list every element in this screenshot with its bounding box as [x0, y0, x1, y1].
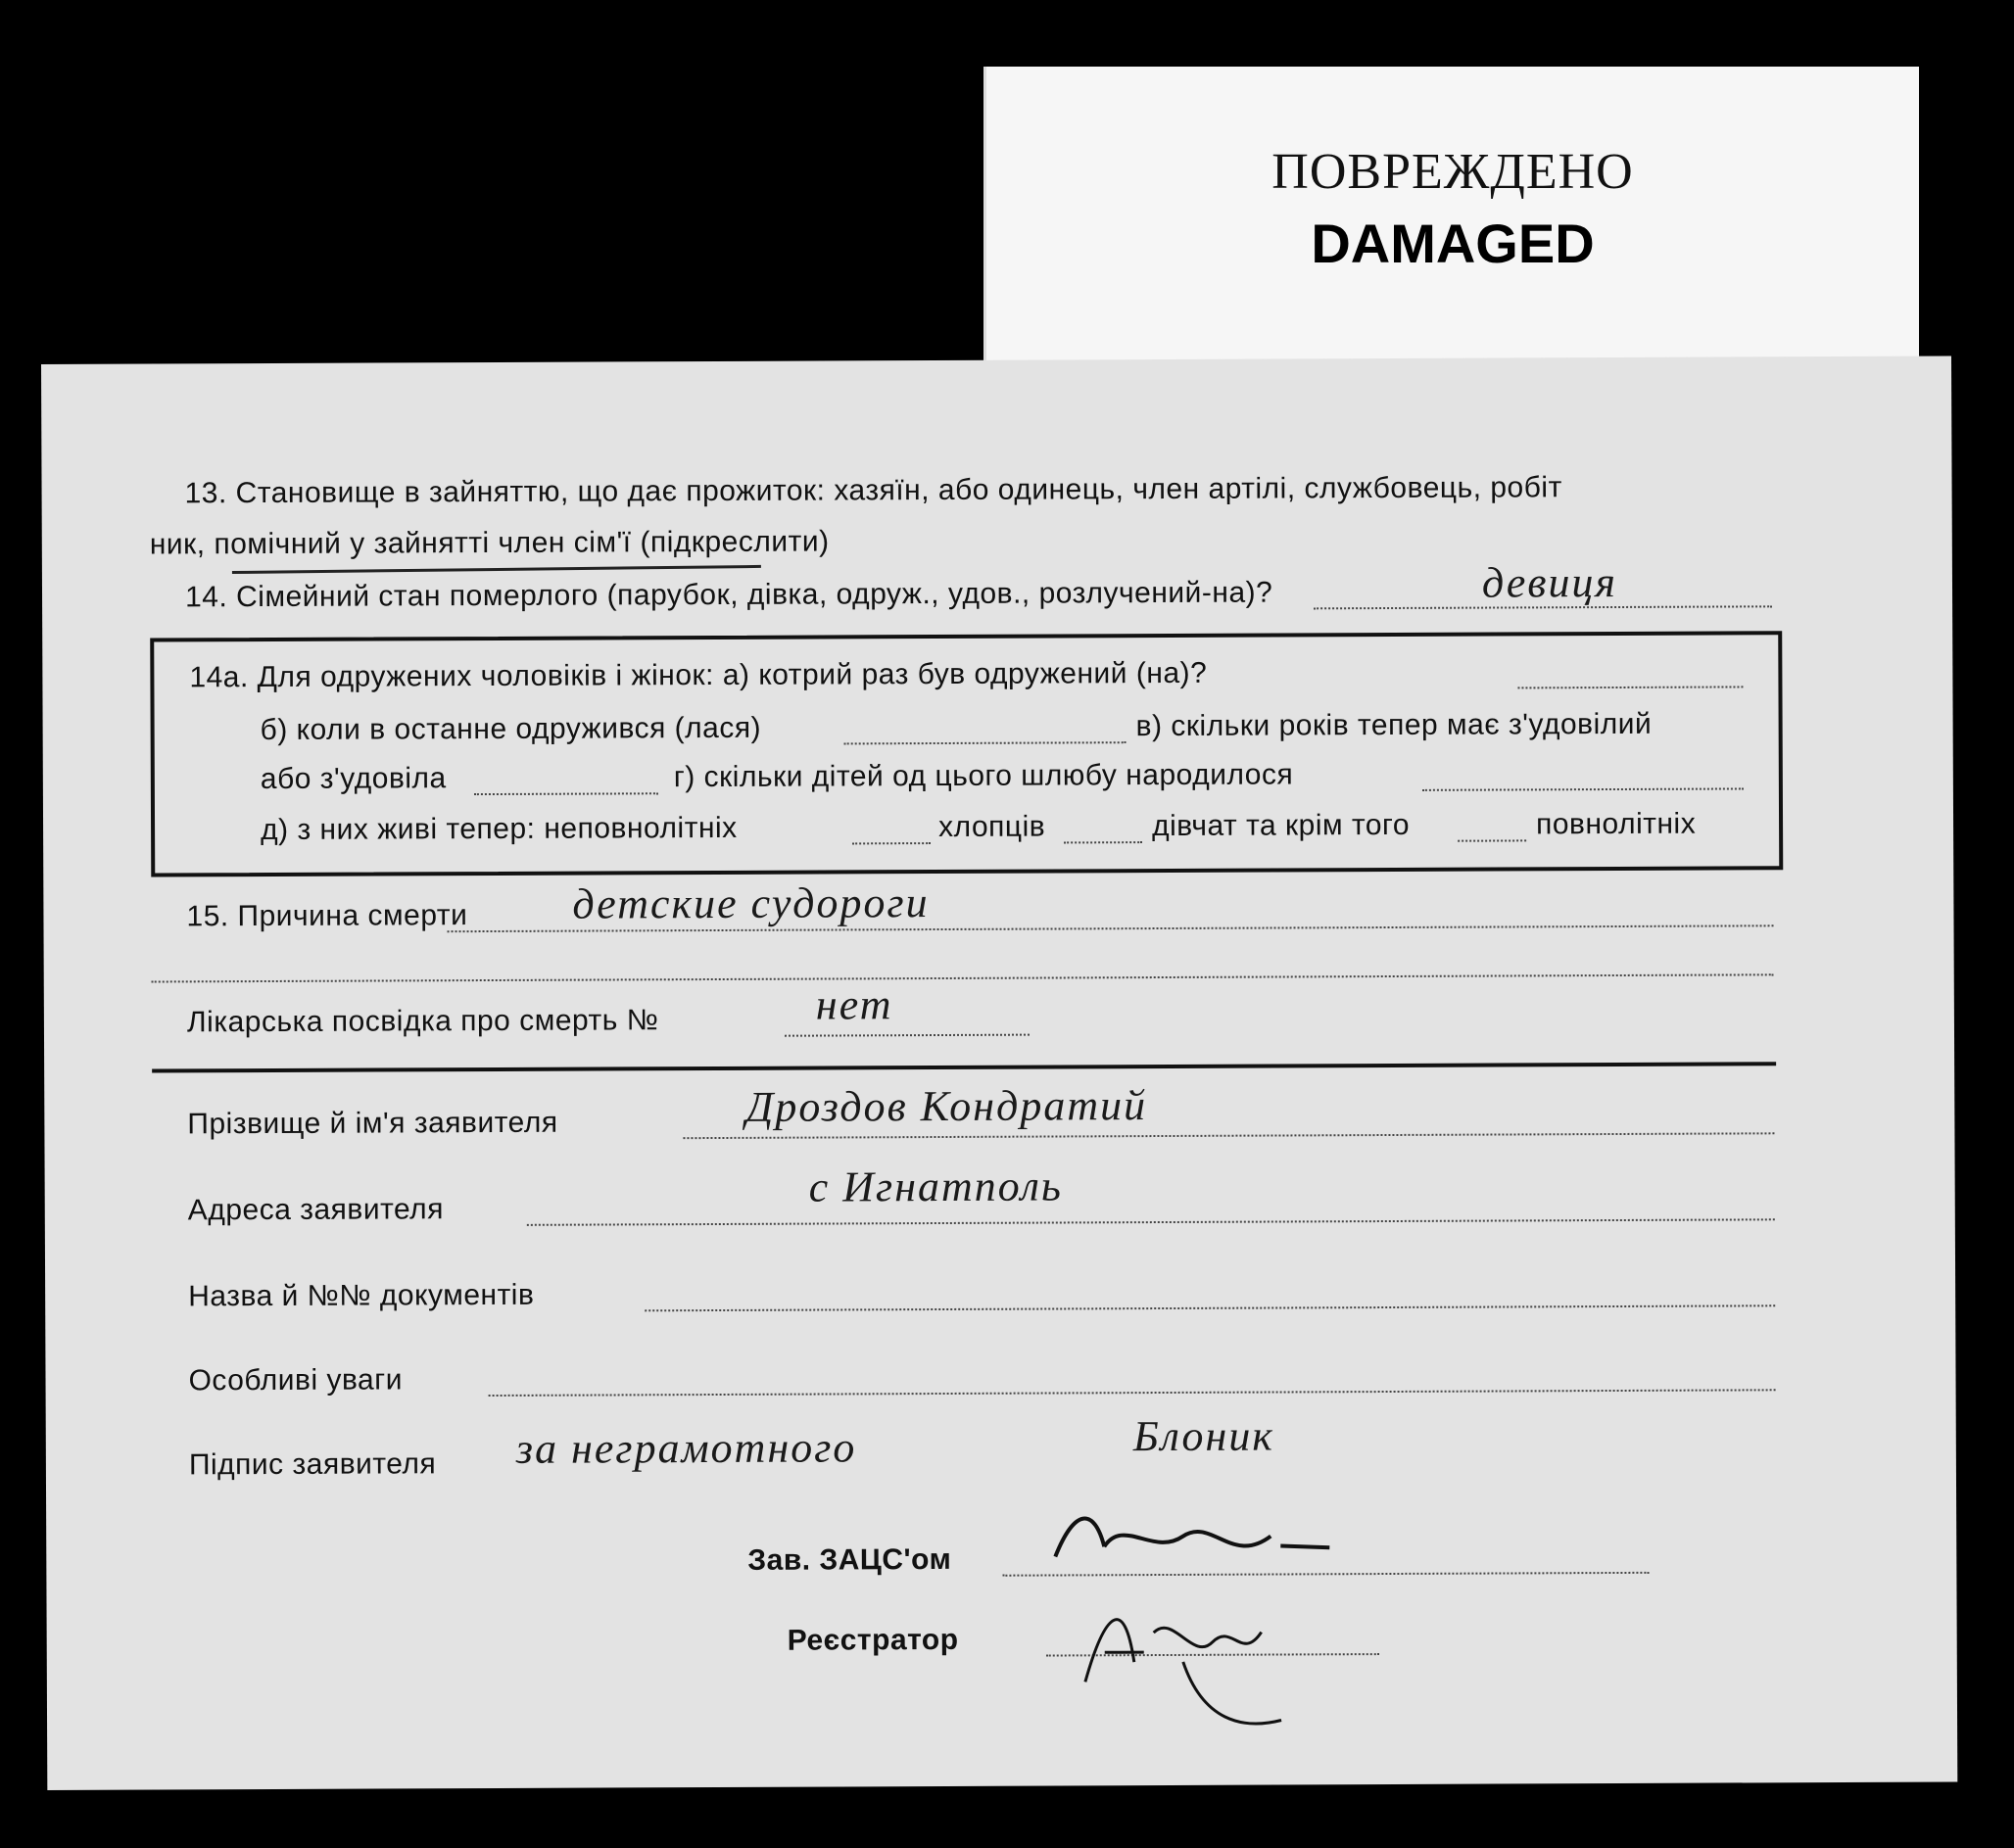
item14a-line3b-fill — [1422, 787, 1744, 790]
item14a-line4c-fill — [1458, 839, 1526, 841]
registrar-label: Реєстратор — [787, 1623, 959, 1657]
item15-label: 15. Причина смерти — [186, 899, 468, 933]
head-registry-label: Зав. ЗАЦС'ом — [747, 1542, 952, 1577]
damaged-label-ua: ПОВРЕЖДЕНО — [1271, 144, 1634, 200]
item14a-line4d: повнолітніх — [1535, 807, 1697, 841]
notes-label: Особливі уваги — [188, 1363, 403, 1398]
documents-label: Назва й №№ документів — [188, 1278, 535, 1313]
item14a-line2b: в) скільки років тепер має з'удовілий — [1135, 707, 1653, 743]
applicant-address-label: Адреса заявителя — [187, 1193, 444, 1227]
separator-dotted — [152, 973, 1774, 982]
separator-solid — [152, 1062, 1776, 1072]
applicant-name-handwritten: Дроздов Кондратий — [745, 1081, 1148, 1131]
item14a-line3a: або з'удовіла — [260, 762, 447, 796]
medical-certificate-handwritten: нет — [815, 980, 893, 1029]
applicant-signature-name: Блоник — [1132, 1411, 1274, 1461]
item13-line1: 13. Становище в зайняттю, що дає прожиток: хазяїн, або одинець, член артілі, службовець, робіт — [184, 471, 1562, 510]
item14a-line4b-fill — [1064, 841, 1142, 843]
applicant-signature-label: Підпис заявителя — [188, 1447, 437, 1482]
item14a-line1-fill — [1517, 686, 1743, 688]
item14a-line2a: б) коли в останне одружився (лася) — [260, 711, 762, 747]
item14a-line4a-fill — [852, 842, 931, 844]
applicant-signature-handwritten: за неграмотного — [515, 1423, 857, 1473]
underline-mark — [232, 565, 761, 574]
documents-line — [645, 1304, 1775, 1311]
item14a-line3b: г) скільки дітей од цього шлюбу народилося — [673, 758, 1294, 794]
notes-line — [489, 1389, 1776, 1397]
item14a-box — [150, 631, 1783, 877]
item14a-line4a: д) з них живі тепер: неповнолітніх — [261, 811, 738, 847]
item14a-line1: 14а. Для одружених чоловіків і жінок: а) котрий раз був одружений (на)? — [189, 656, 1208, 694]
medical-certificate-label: Лікарська посвідка про смерть № — [186, 1004, 659, 1039]
item14a-line4b: хлопців — [937, 810, 1046, 844]
applicant-address-line — [527, 1218, 1775, 1226]
item13-line2: ник, помічний у зайнятті член сім'ї (підкреслити) — [149, 525, 830, 561]
registrar-signature-mark — [1065, 1573, 1291, 1740]
applicant-name-label: Прізвище й ім'я заявителя — [187, 1106, 558, 1141]
medical-certificate-line — [785, 1034, 1030, 1037]
applicant-address-handwritten: с Игнатполь — [808, 1161, 1063, 1211]
applicant-name-line — [683, 1132, 1774, 1139]
damaged-label-en: DAMAGED — [1311, 213, 1595, 274]
head-signature-mark — [1045, 1496, 1339, 1586]
item14-handwritten: девиця — [1481, 557, 1617, 607]
item14-label: 14. Сімейний стан померлого (парубок, дівка, одруж., удов., розлучений-на)? — [184, 576, 1273, 614]
item14a-line2-fill — [844, 741, 1127, 744]
death-record-form — [41, 355, 1957, 1789]
item15-handwritten: детские судороги — [572, 878, 930, 928]
item14a-line4c: дівчат та крім того — [1151, 808, 1411, 843]
item14a-line3a-fill — [474, 792, 658, 795]
